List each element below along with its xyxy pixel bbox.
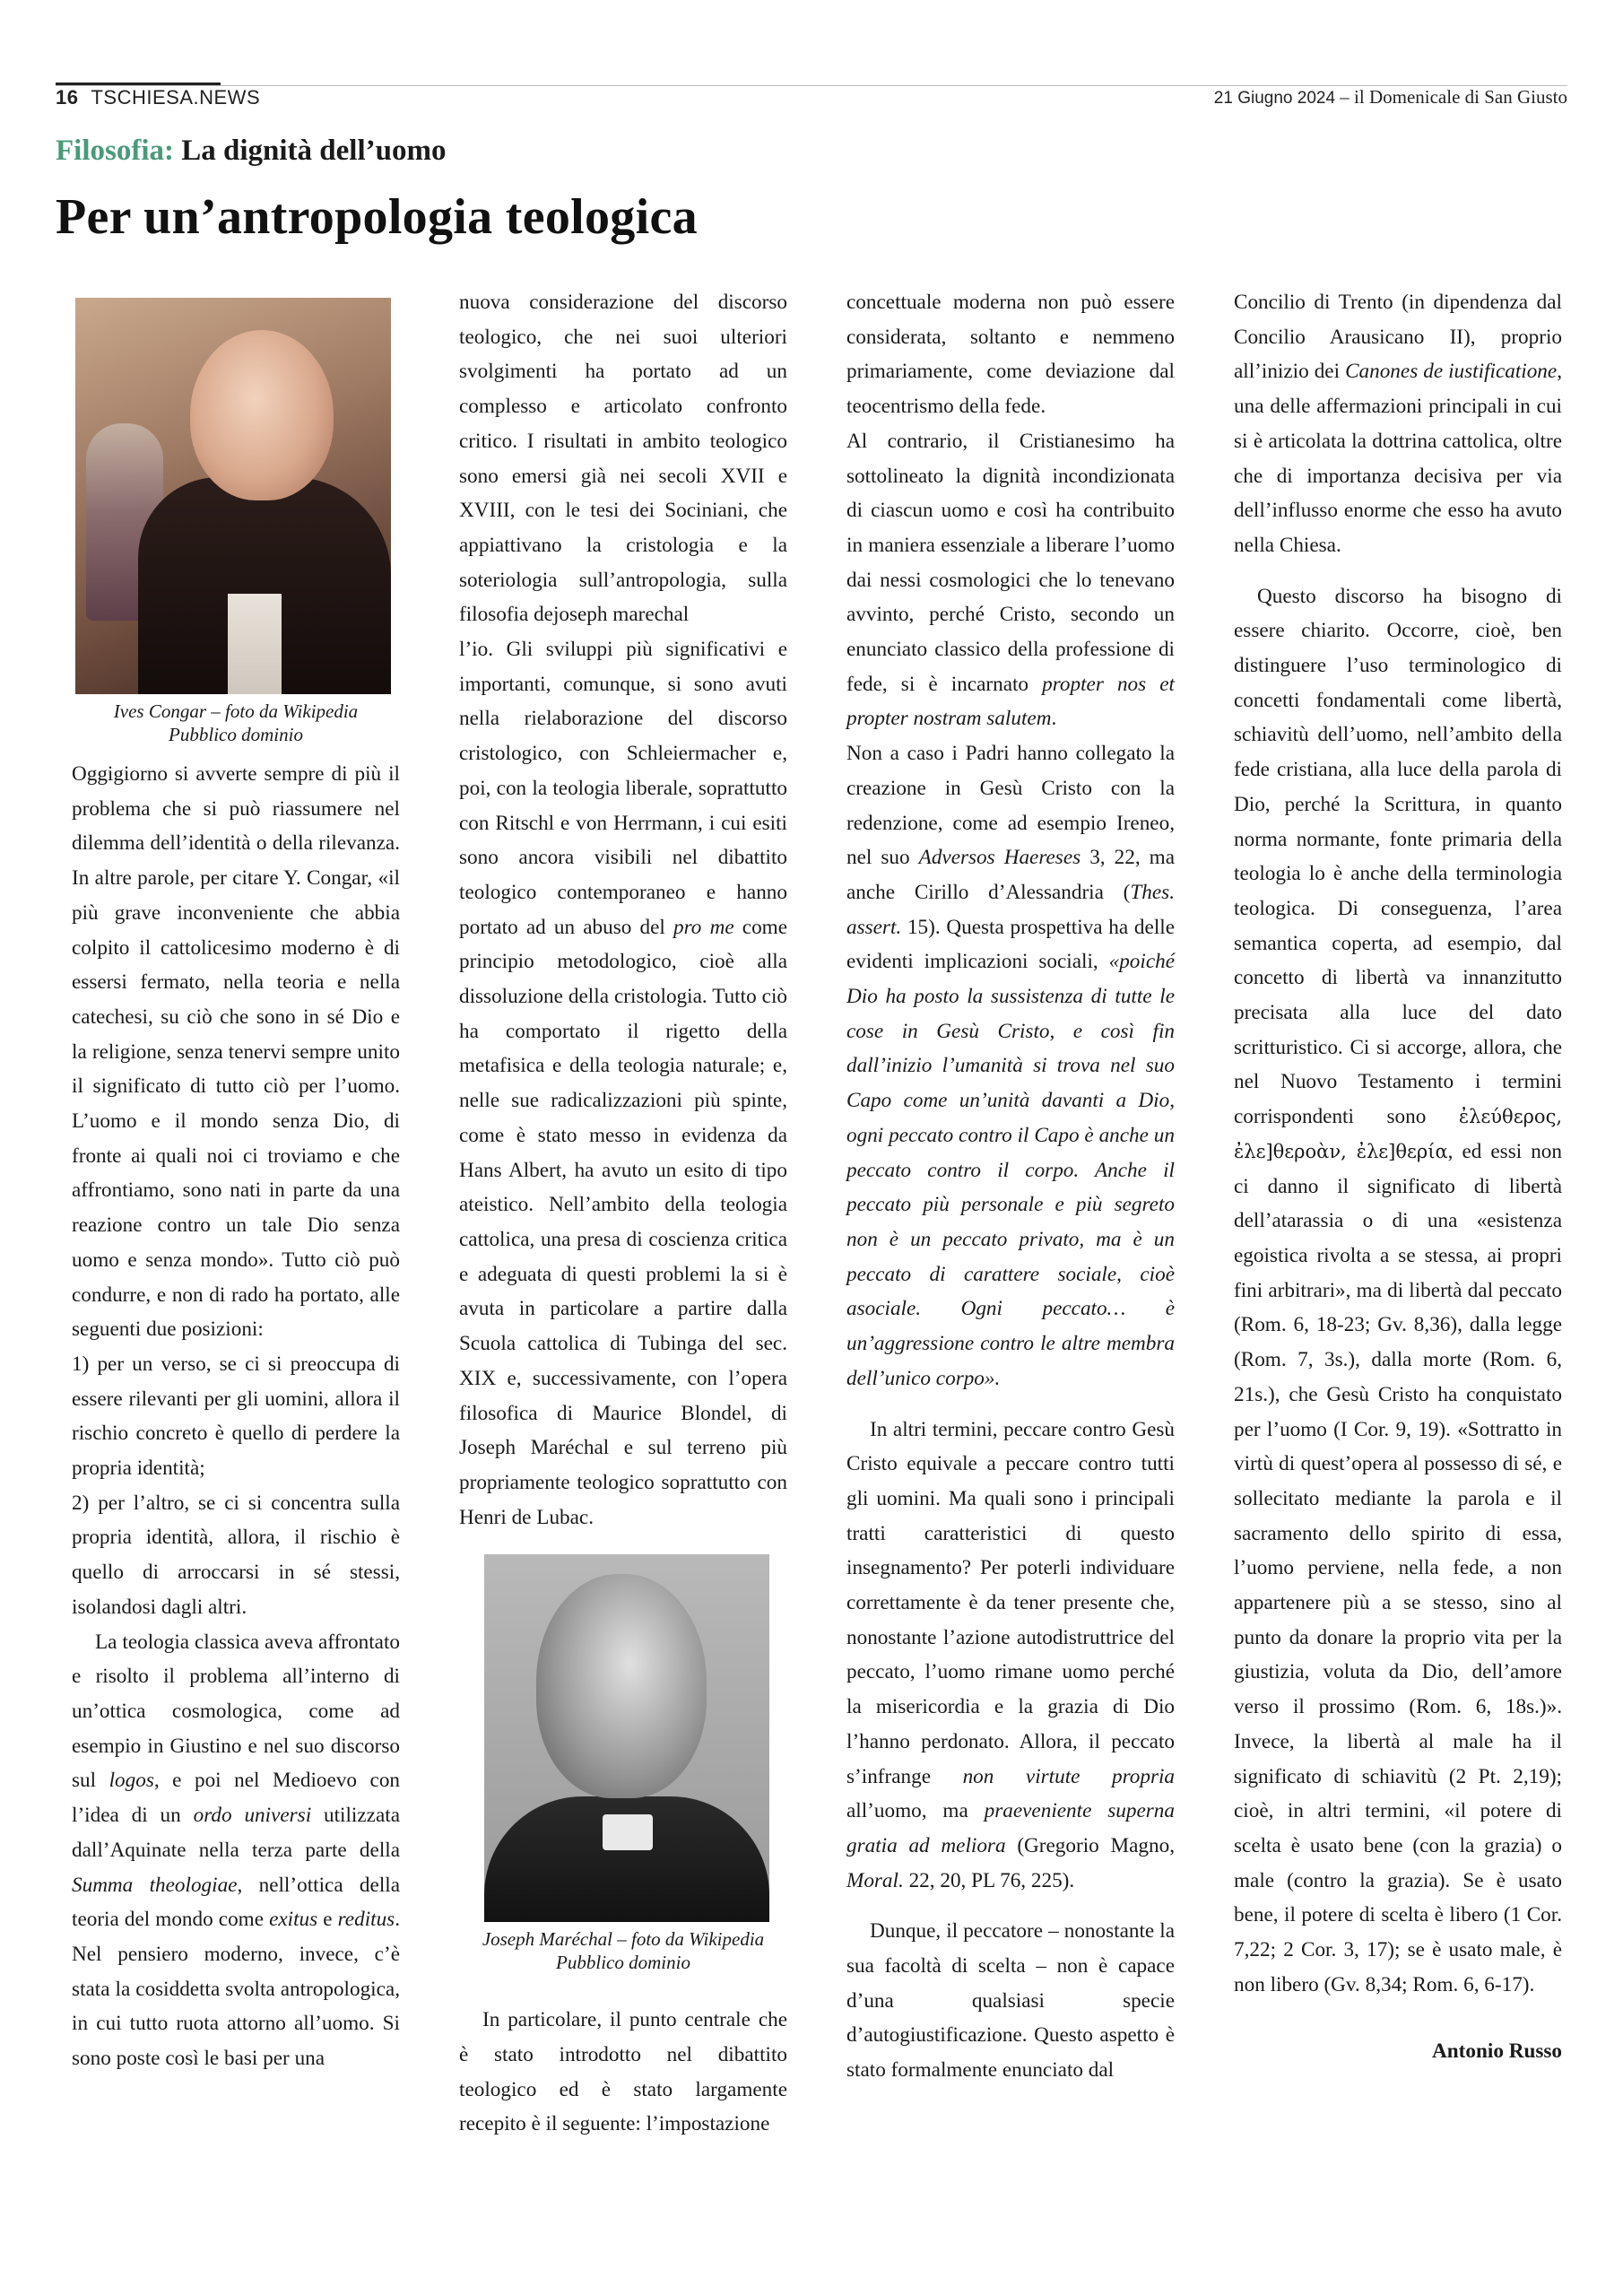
paragraph: La teologia classica aveva affrontato e risolto il problema all’interno di un’ottica cosmologica, come ad esempio in Giustino e nel suo discorso sul logos, e poi nel Medioevo con l’idea di un ordo universi utilizzata dall’Aquinate nella terza parte della Summa theologiae, nell’ottica della teoria del mondo come exitus e reditus. Nel pensiero moderno, invece, c’è stata la cosiddetta svolta antropologica, in cui tutto ruota attorno all’uomo. Si sono poste così le basi per una	[72, 1630, 401, 2071]
photo-caption-marechal	[459, 1927, 787, 1974]
section-label: Filosofia:	[56, 135, 174, 167]
publication-name: TSCHIESA.NEWS	[91, 86, 261, 109]
paragraph: Dunque, il peccatore – nonostante la sua facoltà di scelta – non è capace d’una qualsiasi specie d’autogiustificazione. Questo aspetto è stato formalmente enunciato dal	[846, 1919, 1175, 2083]
caption-line: Joseph Maréchal – foto da Wikipedia	[482, 1928, 765, 1951]
figure-congar	[72, 298, 400, 746]
photo-collar	[228, 594, 282, 694]
paragraph: In altri termini, peccare contro Gesù Cristo equivale a peccare contro tutti gli uomini. Ma quali sono i principali tratti caratteristici di questo insegnamento? Per poterli individuare correttamente è da tener presente che, nonostante l’azione autodistruttrice del peccato, l’uomo rimane uomo perché la misericordia e la grazia di Dio l’hanno perdonato. Allora, il peccato s’infrange non virtute propria all’uomo, ma praeveniente superna gratia ad meliora (Gregorio Magno, Moral. 22, 20, PL 76, 225).	[846, 1417, 1175, 1892]
column-2	[459, 285, 787, 2142]
page-number: 16	[56, 86, 79, 109]
paragraph: Al contrario, il Cristianesimo ha sottolineato la dignità incondizionata di ciascun uomo e così ha contribuito in maniera essenziale a liberare l’uomo dai nessi cosmologici che lo tenevano avvinto, perché Cristo, secondo un enunciato classico della professione di fede, si è incarnato propter nos et propter nostram salutem.	[846, 429, 1175, 731]
column-3	[846, 285, 1175, 2088]
paragraph: nuova considerazione del discorso teologico, che nei suoi ulteriori svolgimenti ha portato ad un complesso e articolato confronto critico. I risultati in ambito teologico sono emersi già nei secoli XVII e XVIII, con le tesi dei Sociniani, che appiattivano la cristologia e la soteriologia sull’antropologia, sulla filosofia dejoseph marechal l’io. Gli sviluppi più significativi e importanti, comunque, si sono avuti nella rielaborazione del discorso cristologico, con Schleiermacher e, poi, con la teologia liberale, soprattutto con Ritschl e von Herrmann, i cui esiti sono ancora visibili nel dibattito teologico contemporaneo e hanno portato ad un abuso del pro me come principio metodologico, cioè alla dissoluzione della cristologia. Tutto ciò ha comportato il rigetto della metafisica e della teologia naturale; e, nelle sue radicalizzazioni più spinte, come è stato messo in evidenza da Hans Albert, ha avuto un esito di tipo ateistico. Nell’ambito della teologia cattolica, una presa di coscienza critica e adeguata di questi problemi la si è avuta in particolare a partire dalla Scuola cattolica di Tubinga del sec. XIX e, successivamente, con l’opera filosofica di Maurice Blondel, di Joseph Maréchal e sul terreno più propriamente teologico soprattutto con Henri de Lubac.	[459, 291, 787, 1529]
article-author: Antonio Russo	[1432, 2039, 1562, 2064]
photo-head	[536, 1574, 707, 1798]
photo-collar	[603, 1814, 653, 1850]
caption-line: Pubblico dominio	[556, 1952, 690, 1974]
photo-caption-congar	[72, 700, 400, 746]
article-title: Per un’antropologia teologica	[56, 189, 698, 245]
page-header	[56, 86, 1567, 113]
photo-ives-congar	[75, 298, 391, 694]
issue-name: – il Domenicale di San Giusto	[1340, 86, 1567, 108]
header-left	[56, 86, 260, 109]
caption-line: Ives Congar – foto da Wikipedia	[113, 700, 359, 722]
caption-line: Pubblico dominio	[169, 724, 303, 745]
list-item: 2) per l’altro, se ci si concentra sulla propria identità, allora, il rischio è quello di arroccarsi in sé stessi, isolandosi dagli altri.	[72, 1491, 400, 1619]
paragraph: Oggigiorno si avverte sempre di più il problema che si può riassumere nel dilemma dell’identità o della rilevanza. In altre parole, per citare Y. Congar, «il più grave inconveniente che abbia colpito il cattolicesimo moderno è di essersi fermato, nella teoria e nella catechesi, su ciò che sono in sé Dio e la religione, senza tenervi sempre unito il significato di tutto ciò per l’uomo. L’uomo e il mondo senza Dio, di fronte ai quali noi ci troviamo e che affrontiamo, sono nati in parte da una reazione contro un tale Dio senza uomo e senza mondo». Tutto ciò può condurre, e non di rado ha portato, alle seguenti due posizioni:	[72, 762, 400, 1342]
issue-date: 21 Giugno 2024	[1213, 89, 1336, 108]
paragraph: concettuale moderna non può essere considerata, soltanto e nemmeno primariamente, come deviazione dal teocentrismo della fede.	[846, 291, 1175, 419]
header-right	[1214, 86, 1567, 109]
paragraph: Concilio di Trento (in dipendenza dal Concilio Arausicano II), proprio all’inizio dei Canones de iustificatione, una delle affermazioni principali in cui si è articolata la dottrina cattolica, oltre che di importanza decisiva per via dell’influsso enorme che esso ha avuto nella Chiesa.	[1234, 291, 1562, 557]
paragraph: In particolare, il punto centrale che è stato introdotto nel dibattito teologico ed è stato largamente recepito è il seguente: l’impostazione	[459, 2008, 787, 2136]
column-4	[1234, 285, 1562, 2069]
photo-joseph-marechal	[484, 1554, 769, 1922]
list-item: 1) per un verso, se ci si preoccupa di essere rilevanti per gli uomini, allora il rischio concreto è quello di perdere la propria identità;	[72, 1352, 400, 1481]
paragraph: Questo discorso ha bisogno di essere chiarito. Occorre, cioè, ben distinguere l’uso terminologico di concetti fondamentali come libertà, schiavitù dell’uomo, nell’ambito della fede cristiana, alla luce della parola di Dio, perché la Scrittura, in quanto norma normante, fonte primaria della teologia lo è anche della terminologia teologica. Di conseguenza, l’area semantica coperta, ad esempio, dal concetto di libertà va innanzitutto precisata alla luce del dato scritturistico. Ci si accorge, allora, che nel Nuovo Testamento i termini corrispondenti sono ἐλεύθερος, ἐλε]θεροὰν, ἐλε]θερία, ed essi non ci danno il significato di libertà dell’atarassia o di una «esistenza egoistica rivolta a se stessa, ai propri fini arbitrari», ma di libertà dal peccato (Rom. 6, 18-23; Gv. 8,36), dalla legge (Rom. 7, 3s.), dalla morte (Rom. 6, 21s.), che Gesù Cristo ha conquistato per l’uomo (I Cor. 9, 19). «Sottratto in virtù di quest’opera al possesso di sé, e sollecitato mediante la parola e il sacramento dello spirito di essa, l’uomo perviene, nella fede, a non appartenere più a se stesso, sino al punto da donare la proprio vita per la giustizia, voluta da Dio, dell’amore verso il prossimo (Rom. 6, 18s.)». Invece, la libertà al male ha il significato di schiavitù (2 Pt. 2,19); cioè, in altri termini, «il potere di scelta è usato bene (con la grazia) o male (contro la grazia). Se è usato bene, il potere di scelta è libero (1 Cor. 7,22; 2 Cor. 3, 17); se è usato male, è non libero (Gv. 8,34; Rom. 6, 6-17).	[1234, 584, 1562, 1996]
article-subtitle: La dignità dell’uomo	[181, 135, 447, 167]
greek-terms: ἐλεύθερος, ἐλε]θεροὰν, ἐλε]θερία	[1234, 1106, 1562, 1162]
photo-face	[190, 330, 334, 500]
figure-marechal	[459, 1554, 787, 1974]
column-1	[72, 285, 400, 2076]
article-kicker	[56, 135, 446, 168]
paragraph: Non a caso i Padri hanno collegato la creazione in Gesù Cristo con la redenzione, come ad esempio Ireneo, nel suo Adversos Haereses 3, 22, ma anche Cirillo d’Alessandria (Thes. assert. 15). Questa prospettiva ha delle evidenti implicazioni sociali, «poiché Dio ha posto la sussistenza di tutte le cose in Gesù Cristo, e così fin dall’inizio l’umanità si trova nel suo Capo come un’unità davanti a Dio, ogni peccato contro il Capo è anche un peccato contro il corpo. Anche il peccato più personale e più segreto non è un peccato privato, ma è un peccato di carattere sociale, cioè asociale. Ogni peccato… è un’aggressione contro le altre membra dell’unico corpo».	[846, 742, 1175, 1390]
